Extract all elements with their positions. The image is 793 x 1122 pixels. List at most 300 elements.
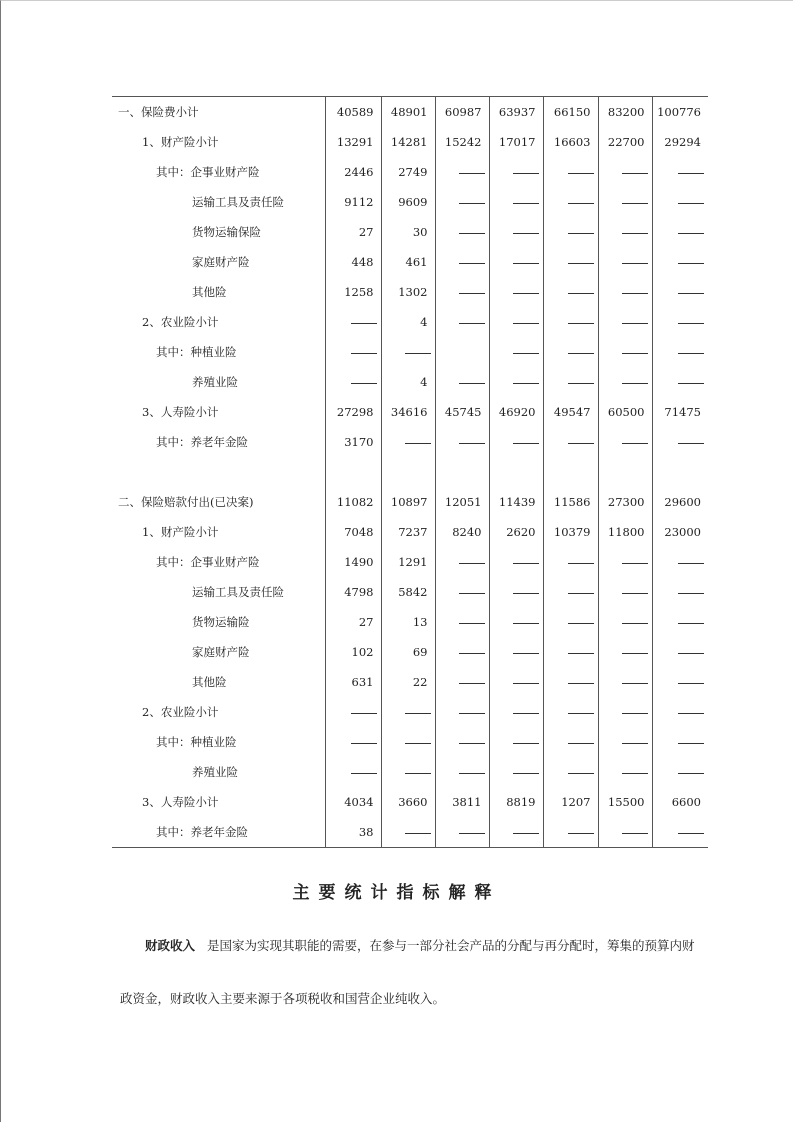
value-cell: 3660	[381, 787, 435, 817]
dash-mark	[622, 293, 648, 294]
dash-mark	[568, 383, 594, 384]
dash-mark	[513, 833, 539, 834]
empty-value-dash	[489, 697, 543, 727]
value-cell: 12051	[435, 487, 489, 517]
empty-value-dash	[435, 637, 489, 667]
dash-mark	[678, 323, 704, 324]
empty-value-dash	[489, 157, 543, 187]
empty-value-dash	[652, 247, 708, 277]
value-cell: 4	[381, 367, 435, 397]
table-row	[112, 307, 708, 337]
value-cell: 15500	[598, 787, 652, 817]
row-label: 1、财产险小计	[112, 517, 325, 547]
empty-value-dash	[598, 157, 652, 187]
value-cell: 15242	[435, 127, 489, 157]
empty-value-dash	[435, 547, 489, 577]
empty-value-dash	[435, 187, 489, 217]
dash-mark	[568, 563, 594, 564]
value-cell: 13291	[325, 127, 381, 157]
empty-value-dash	[598, 367, 652, 397]
table-row	[112, 247, 708, 277]
empty-value-dash	[598, 697, 652, 727]
dash-mark	[405, 743, 431, 744]
empty-value-dash	[435, 307, 489, 337]
empty-value-dash	[325, 757, 381, 787]
dash-mark	[678, 383, 704, 384]
value-cell: 3811	[435, 787, 489, 817]
value-cell: 1302	[381, 277, 435, 307]
empty-value-dash	[652, 337, 708, 367]
empty-value-dash	[543, 607, 598, 637]
dash-mark	[622, 323, 648, 324]
value-cell	[598, 457, 652, 487]
table-row	[112, 457, 708, 487]
row-label	[112, 457, 325, 487]
empty-value-dash	[652, 217, 708, 247]
value-cell: 60987	[435, 97, 489, 128]
row-label: 其他险	[112, 667, 325, 697]
empty-value-dash	[489, 667, 543, 697]
empty-value-dash	[543, 547, 598, 577]
table-row	[112, 487, 708, 517]
empty-value-dash	[543, 277, 598, 307]
value-cell: 9609	[381, 187, 435, 217]
empty-value-dash	[598, 577, 652, 607]
dash-mark	[459, 263, 485, 264]
dash-mark	[351, 383, 377, 384]
dash-mark	[622, 713, 648, 714]
empty-value-dash	[381, 817, 435, 848]
dash-mark	[622, 773, 648, 774]
row-label: 养殖业险	[112, 367, 325, 397]
table-row	[112, 127, 708, 157]
empty-value-dash	[543, 217, 598, 247]
empty-value-dash	[598, 307, 652, 337]
empty-value-dash	[543, 427, 598, 457]
dash-mark	[678, 683, 704, 684]
empty-value-dash	[435, 757, 489, 787]
empty-value-dash	[435, 247, 489, 277]
dash-mark	[568, 833, 594, 834]
empty-value-dash	[543, 757, 598, 787]
value-cell: 23000	[664, 525, 701, 539]
dash-mark	[678, 593, 704, 594]
dash-mark	[622, 383, 648, 384]
value-cell: 5842	[381, 577, 435, 607]
dash-mark	[568, 323, 594, 324]
value-cell: 49547	[543, 397, 598, 427]
empty-value-dash	[381, 727, 435, 757]
value-cell: 83200	[598, 97, 652, 128]
empty-value-dash	[598, 667, 652, 697]
value-cell: 4798	[325, 577, 381, 607]
dash-mark	[513, 683, 539, 684]
row-label: 2、农业险小计	[112, 307, 325, 337]
empty-value-dash	[489, 277, 543, 307]
empty-value-dash	[435, 667, 489, 697]
dash-mark	[678, 263, 704, 264]
value-cell: 100776	[652, 97, 708, 128]
empty-value-dash	[543, 337, 598, 367]
dash-mark	[568, 263, 594, 264]
row-label: 二、保险赔款付出(已决案)	[112, 487, 325, 517]
dash-mark	[459, 593, 485, 594]
dash-mark	[622, 623, 648, 624]
value-cell: 2620	[489, 517, 543, 547]
value-cell: 48901	[381, 97, 435, 128]
empty-value-dash	[543, 247, 598, 277]
value-cell	[435, 337, 489, 367]
definition-line-1: 是国家为实现其职能的需要，在参与一部分社会产品的分配与再分配时，筹集的预算内财	[207, 938, 695, 953]
empty-value-dash	[489, 337, 543, 367]
dash-mark	[622, 233, 648, 234]
empty-value-dash	[543, 727, 598, 757]
empty-value-dash	[489, 427, 543, 457]
dash-mark	[459, 443, 485, 444]
empty-value-dash	[543, 577, 598, 607]
value-cell: 29294	[664, 135, 701, 149]
dash-mark	[678, 293, 704, 294]
empty-value-dash	[435, 727, 489, 757]
value-cell: 3170	[325, 427, 381, 457]
dash-mark	[678, 743, 704, 744]
value-cell	[652, 457, 708, 487]
dash-mark	[568, 173, 594, 174]
dash-mark	[513, 173, 539, 174]
value-cell: 46920	[489, 397, 543, 427]
empty-value-dash	[489, 757, 543, 787]
dash-mark	[513, 353, 539, 354]
dash-mark	[513, 653, 539, 654]
empty-value-dash	[543, 667, 598, 697]
empty-value-dash	[543, 367, 598, 397]
table-row	[112, 397, 708, 427]
empty-value-dash	[435, 277, 489, 307]
row-label: 2、农业险小计	[112, 697, 325, 727]
value-cell: 11082	[325, 487, 381, 517]
dash-mark	[678, 713, 704, 714]
insurance-statistics-table	[112, 96, 708, 848]
empty-value-dash	[652, 637, 708, 667]
dash-mark	[622, 833, 648, 834]
empty-value-dash	[652, 547, 708, 577]
empty-value-dash	[435, 217, 489, 247]
value-cell: 1291	[381, 547, 435, 577]
row-label: 家庭财产险	[112, 637, 325, 667]
row-label: 其中：企事业财产险	[112, 157, 325, 187]
value-cell: 7237	[381, 517, 435, 547]
empty-value-dash	[435, 367, 489, 397]
dash-mark	[405, 833, 431, 834]
dash-mark	[568, 623, 594, 624]
empty-value-dash	[435, 427, 489, 457]
dash-mark	[568, 743, 594, 744]
value-cell: 6600	[671, 795, 701, 809]
dash-mark	[678, 203, 704, 204]
empty-value-dash	[381, 337, 435, 367]
value-cell: 38	[325, 817, 381, 848]
value-cell: 4	[381, 307, 435, 337]
empty-value-dash	[652, 277, 708, 307]
dash-mark	[459, 563, 485, 564]
empty-value-dash	[543, 637, 598, 667]
empty-value-dash	[652, 427, 708, 457]
value-cell: 4034	[325, 787, 381, 817]
dash-mark	[459, 323, 485, 324]
value-cell: 14281	[381, 127, 435, 157]
dash-mark	[622, 203, 648, 204]
dash-mark	[459, 773, 485, 774]
dash-mark	[513, 593, 539, 594]
value-cell: 27	[325, 607, 381, 637]
empty-value-dash	[381, 427, 435, 457]
dash-mark	[513, 773, 539, 774]
empty-value-dash	[325, 307, 381, 337]
empty-value-dash	[489, 727, 543, 757]
value-cell: 27	[325, 217, 381, 247]
table-row	[112, 727, 708, 757]
dash-mark	[459, 203, 485, 204]
value-cell: 60500	[598, 397, 652, 427]
empty-value-dash	[652, 697, 708, 727]
dash-mark	[622, 263, 648, 264]
row-label: 家庭财产险	[112, 247, 325, 277]
dash-mark	[459, 653, 485, 654]
table-row	[112, 427, 708, 457]
dash-mark	[678, 353, 704, 354]
value-cell: 66150	[543, 97, 598, 128]
table-row	[112, 787, 708, 817]
dash-mark	[405, 773, 431, 774]
value-cell: 27300	[598, 487, 652, 517]
table-row	[112, 577, 708, 607]
row-label: 3、人寿险小计	[112, 397, 325, 427]
dash-mark	[622, 683, 648, 684]
empty-value-dash	[489, 217, 543, 247]
empty-value-dash	[543, 157, 598, 187]
value-cell: 30	[381, 217, 435, 247]
value-cell: 2446	[325, 157, 381, 187]
empty-value-dash	[598, 427, 652, 457]
table-row	[112, 697, 708, 727]
value-cell: 461	[381, 247, 435, 277]
table-row	[112, 97, 708, 128]
dash-mark	[568, 713, 594, 714]
dash-mark	[351, 323, 377, 324]
dash-mark	[459, 173, 485, 174]
dash-mark	[459, 683, 485, 684]
dash-mark	[622, 743, 648, 744]
empty-value-dash	[598, 247, 652, 277]
table-body	[112, 97, 708, 848]
dash-mark	[622, 443, 648, 444]
empty-value-dash	[652, 607, 708, 637]
dash-mark	[568, 293, 594, 294]
empty-value-dash	[598, 817, 652, 848]
value-cell: 102	[325, 637, 381, 667]
value-cell: 45745	[435, 397, 489, 427]
empty-value-dash	[435, 697, 489, 727]
empty-value-dash	[489, 247, 543, 277]
empty-value-dash	[325, 337, 381, 367]
dash-mark	[513, 443, 539, 444]
dash-mark	[459, 293, 485, 294]
value-cell	[325, 457, 381, 487]
value-cell: 10897	[381, 487, 435, 517]
empty-value-dash	[598, 277, 652, 307]
value-cell	[381, 457, 435, 487]
table-row	[112, 817, 708, 848]
value-cell: 2749	[381, 157, 435, 187]
table-row	[112, 607, 708, 637]
value-cell: 17017	[489, 127, 543, 157]
dash-mark	[568, 203, 594, 204]
empty-value-dash	[489, 307, 543, 337]
empty-value-dash	[598, 217, 652, 247]
dash-mark	[459, 623, 485, 624]
empty-value-dash	[543, 697, 598, 727]
value-cell: 631	[325, 667, 381, 697]
dash-mark	[568, 593, 594, 594]
empty-value-dash	[652, 367, 708, 397]
row-label: 运输工具及责任险	[112, 577, 325, 607]
empty-value-dash	[325, 727, 381, 757]
empty-value-dash	[598, 187, 652, 217]
dash-mark	[568, 233, 594, 234]
dash-mark	[622, 173, 648, 174]
table-row	[112, 547, 708, 577]
value-cell: 8819	[489, 787, 543, 817]
dash-mark	[513, 623, 539, 624]
row-label: 其中：种植业险	[112, 727, 325, 757]
dash-mark	[405, 713, 431, 714]
dash-mark	[459, 833, 485, 834]
term-financial-revenue: 财政收入	[145, 938, 196, 953]
table-row	[112, 217, 708, 247]
value-cell: 71475	[664, 405, 701, 419]
empty-value-dash	[598, 607, 652, 637]
value-cell	[543, 457, 598, 487]
value-cell: 1207	[543, 787, 598, 817]
empty-value-dash	[652, 757, 708, 787]
dash-mark	[513, 563, 539, 564]
value-cell: 69	[381, 637, 435, 667]
dash-mark	[351, 353, 377, 354]
row-label: 其他险	[112, 277, 325, 307]
row-label: 其中：种植业险	[112, 337, 325, 367]
table-row	[112, 367, 708, 397]
empty-value-dash	[598, 637, 652, 667]
dash-mark	[459, 743, 485, 744]
value-cell: 7048	[325, 517, 381, 547]
empty-value-dash	[489, 367, 543, 397]
dash-mark	[513, 263, 539, 264]
dash-mark	[405, 353, 431, 354]
dash-mark	[678, 173, 704, 174]
table-row	[112, 517, 708, 547]
empty-value-dash	[652, 817, 708, 848]
dash-mark	[622, 593, 648, 594]
row-label: 养殖业险	[112, 757, 325, 787]
dash-mark	[459, 383, 485, 384]
section-title: 主要统计指标解释	[292, 883, 501, 903]
dash-mark	[513, 203, 539, 204]
dash-mark	[622, 653, 648, 654]
empty-value-dash	[652, 157, 708, 187]
dash-mark	[678, 623, 704, 624]
empty-value-dash	[598, 727, 652, 757]
dash-mark	[568, 683, 594, 684]
table-row	[112, 757, 708, 787]
dash-mark	[513, 383, 539, 384]
empty-value-dash	[489, 637, 543, 667]
empty-value-dash	[489, 187, 543, 217]
dash-mark	[513, 743, 539, 744]
value-cell: 1258	[325, 277, 381, 307]
dash-mark	[622, 353, 648, 354]
empty-value-dash	[652, 577, 708, 607]
empty-value-dash	[381, 697, 435, 727]
definition-continuation: 政资金，财政收入主要来源于各项税收和国营企业纯收入。	[120, 991, 446, 1006]
table-row	[112, 157, 708, 187]
dash-mark	[678, 233, 704, 234]
empty-value-dash	[652, 187, 708, 217]
dash-mark	[351, 713, 377, 714]
value-cell: 1490	[325, 547, 381, 577]
value-cell: 40589	[325, 97, 381, 128]
dash-mark	[459, 233, 485, 234]
empty-value-dash	[381, 757, 435, 787]
dash-mark	[678, 653, 704, 654]
value-cell: 8240	[435, 517, 489, 547]
dash-mark	[459, 713, 485, 714]
table-row	[112, 667, 708, 697]
empty-value-dash	[489, 577, 543, 607]
empty-value-dash	[652, 307, 708, 337]
dash-mark	[678, 443, 704, 444]
value-cell: 22700	[598, 127, 652, 157]
dash-mark	[568, 653, 594, 654]
dash-mark	[568, 443, 594, 444]
dash-mark	[568, 353, 594, 354]
empty-value-dash	[325, 697, 381, 727]
value-cell: 63937	[489, 97, 543, 128]
empty-value-dash	[435, 577, 489, 607]
value-cell: 27298	[325, 397, 381, 427]
empty-value-dash	[435, 817, 489, 848]
empty-value-dash	[598, 547, 652, 577]
row-label: 1、财产险小计	[112, 127, 325, 157]
table-row	[112, 187, 708, 217]
row-label: 运输工具及责任险	[112, 187, 325, 217]
table-row	[112, 277, 708, 307]
empty-value-dash	[489, 607, 543, 637]
empty-value-dash	[543, 817, 598, 848]
empty-value-dash	[598, 757, 652, 787]
table-row	[112, 337, 708, 367]
value-cell: 16603	[543, 127, 598, 157]
dash-mark	[678, 773, 704, 774]
dash-mark	[568, 773, 594, 774]
value-cell: 11800	[598, 517, 652, 547]
value-cell: 11439	[489, 487, 543, 517]
value-cell: 13	[381, 607, 435, 637]
value-cell: 29600	[664, 495, 701, 509]
dash-mark	[513, 233, 539, 234]
empty-value-dash	[652, 667, 708, 697]
dash-mark	[622, 563, 648, 564]
value-cell	[435, 457, 489, 487]
